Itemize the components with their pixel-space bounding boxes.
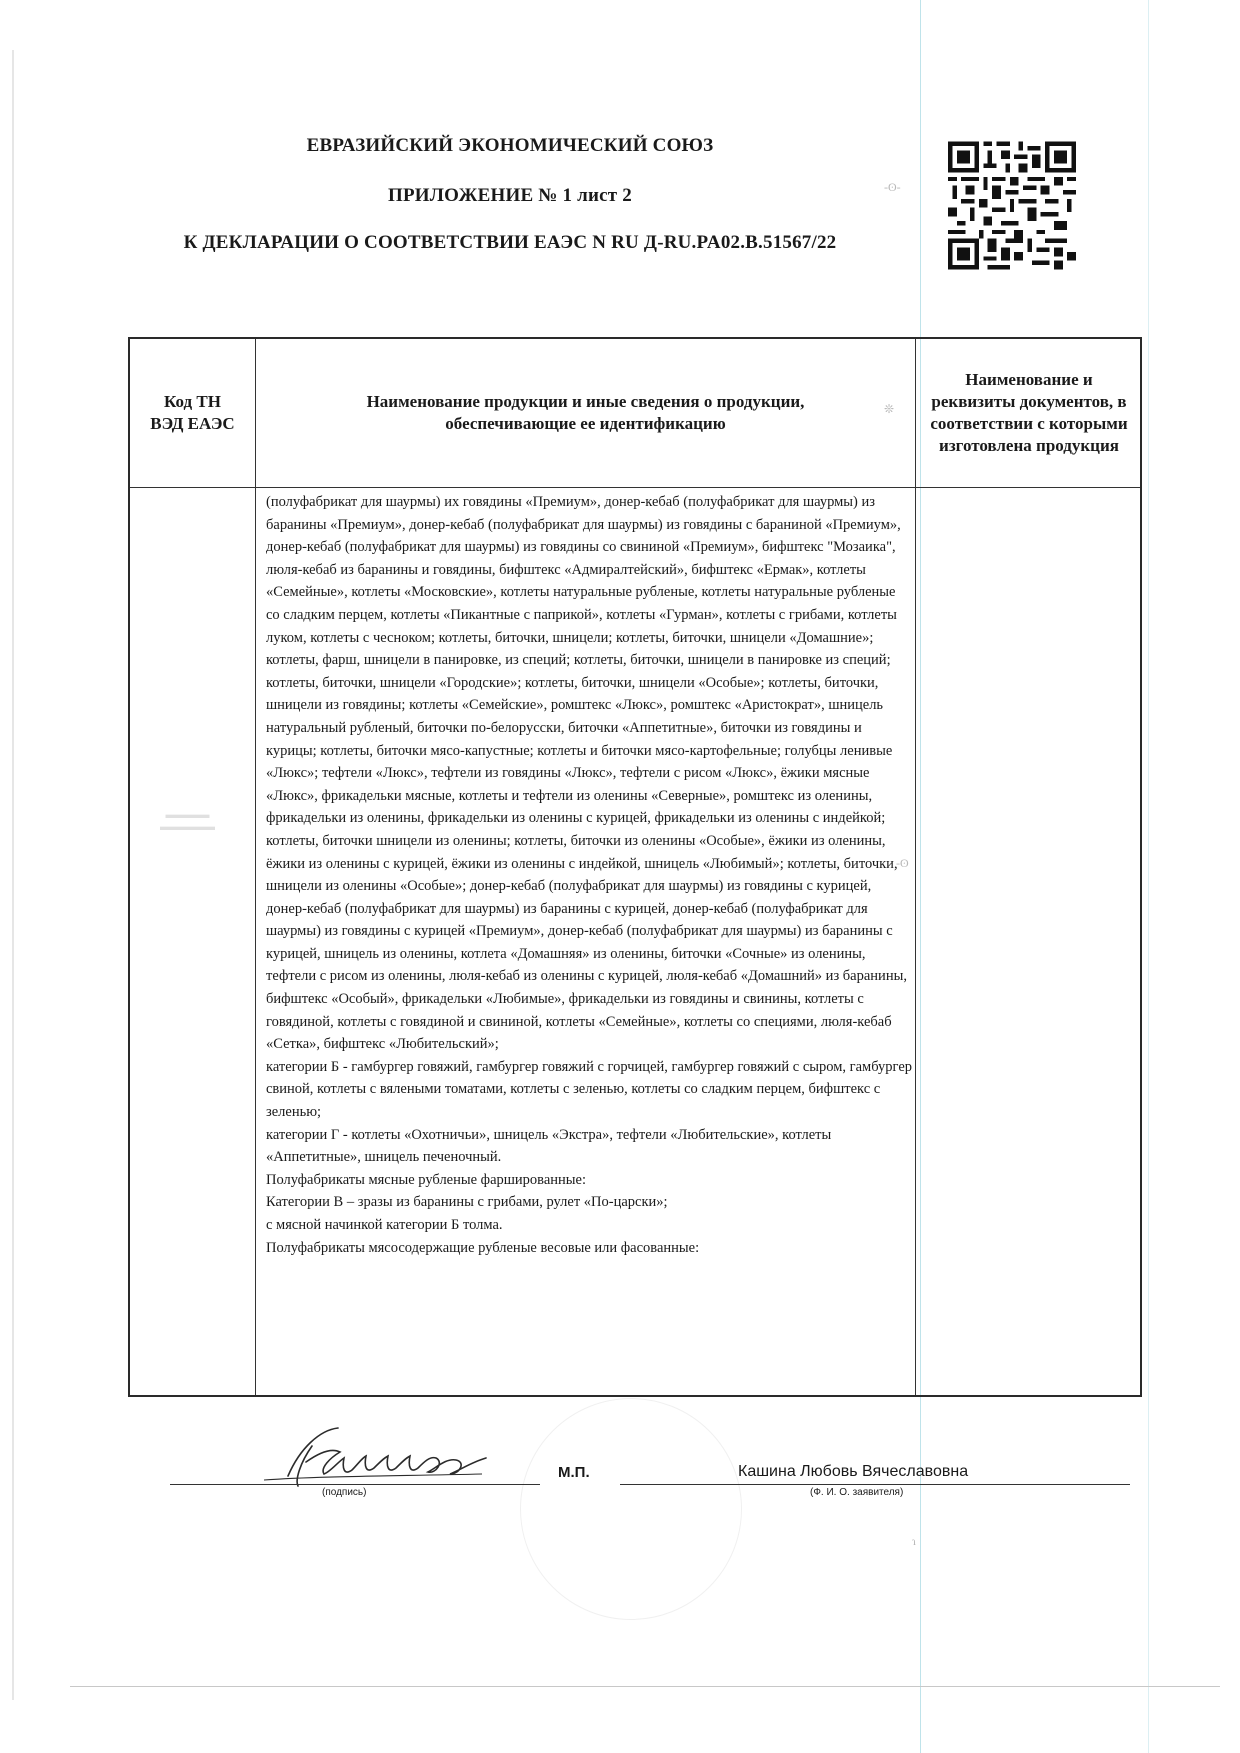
- column-header-docs: [916, 339, 1142, 487]
- column-header-name-text: Наименование продукции и иные сведения о продукции, обеспечивающие ее идентификацию: [366, 392, 805, 433]
- scan-mark: -ʘ-: [884, 180, 901, 194]
- product-description: [266, 491, 912, 1259]
- stamp-label: М.П.: [558, 1464, 590, 1481]
- scan-mark: ɿ: [912, 1534, 916, 1548]
- scan-mark: -ʘ: [896, 856, 909, 870]
- scan-mark: ❊: [884, 402, 895, 416]
- header-divider: [130, 487, 1140, 488]
- union-title: ЕВРАЗИЙСКИЙ ЭКОНОМИЧЕСКИЙ СОЮЗ: [306, 135, 714, 156]
- scan-edge-bottom: [70, 1686, 1220, 1687]
- product-table: [128, 337, 1142, 1397]
- qr-code-icon: [948, 137, 1076, 274]
- handwritten-signature-icon: [260, 1418, 490, 1488]
- document-header: [140, 135, 880, 254]
- declaration-reference: К ДЕКЛАРАЦИИ О СООТВЕТСТВИИ ЕАЭС N RU Д-RU.PA02.B.51567/22: [183, 232, 837, 253]
- faint-code-artifact: ▬▬▬▬ ▬▬▬▬▬: [160, 809, 215, 833]
- signer-caption: (Ф. И. О. заявителя): [810, 1487, 904, 1498]
- scan-edge-left: [12, 50, 14, 1700]
- stamp-area: [520, 1398, 742, 1620]
- signature-caption: (подпись): [322, 1487, 367, 1498]
- signature-block: [170, 1418, 1130, 1538]
- column-header-name: [256, 339, 915, 487]
- column-header-docs-text: Наименование и реквизиты документов, в соответствии с которыми изготовлена продукция: [930, 370, 1128, 455]
- name-line: [620, 1484, 1130, 1485]
- product-paragraph: с мясной начинкой категории Б толма.: [266, 1217, 503, 1233]
- column-divider: [915, 339, 916, 1395]
- appendix-title: ПРИЛОЖЕНИЕ № 1 лист 2: [388, 185, 632, 206]
- product-paragraph: Полуфабрикаты мясосодержащие рубленые весовые или фасованные:: [266, 1239, 700, 1256]
- column-header-code: [130, 339, 255, 487]
- product-paragraph: Категории В – зразы из баранины с грибами, рулет «По-царски»;: [266, 1194, 668, 1211]
- scan-artifact-line: [1148, 0, 1149, 1753]
- column-divider: [255, 339, 256, 1395]
- column-header-code-text: Код ТН ВЭД ЕАЭС: [150, 392, 235, 433]
- product-paragraph: Полуфабрикаты мясные рубленые фаршированные:: [266, 1171, 586, 1188]
- signer-name: Кашина Любовь Вячеславовна: [738, 1463, 969, 1480]
- product-paragraph: категории Г - котлеты «Охотничьи», шницель «Экстра», тефтели «Любительские», котлеты «Аппетитные», шницель печеночный.: [266, 1126, 832, 1166]
- signature-line: [170, 1484, 540, 1485]
- product-paragraph: (полуфабрикат для шаурмы) их говядины «Премиум», донер-кебаб (полуфабрикат для шаурмы) из баранины «Премиум», донер-кебаб (полуфабрикат для шаурмы) из говядины с бараниной «Премиум», донер-кебаб (полуфабрикат для шаурмы) из говядины со свининой «Премиум», бифштекс "Мозаика", люля-кебаб из баранины и говядины, бифштекс «Адмиралтейский», бифштекс «Ермак», котлеты «Семейные», котлеты «Московские», котлеты натуральные рубленые, котлеты натуральные рубленые со сладким перцем, котлеты «Пикантные с паприкой», котлеты «Гурман», котлеты с грибами, котлеты луком, котлеты с чесноком; котлеты, биточки, шницели; котлеты, биточки, шницели «Домашние»; котлеты, фарш, шницели в панировке, из специй; котлеты, биточки, шницели в панировке из специй; котлеты, биточки, шницели «Городские»; котлеты, биточки, шницели «Особые»; котлеты, биточки, шницели из говядины; котлеты «Семейские», ромштекс «Люкс», ромштекс «Аристократ», шницель натуральный рубленый, биточки по-белорусски, биточки «Аппетитные», биточки из говядины и курицы; котлеты, биточки мясо-капустные; котлеты и биточки мясо-картофельные; голубцы ленивые «Люкс»; тефтели «Люкс», тефтели из говядины «Люкс», тефтели с рисом «Люкс», ёжики мясные «Люкс», фрикадельки мясные, котлеты и тефтели из оленины «Северные», ромштекс из оленины, фрикадельки из оленины, фрикадельки из оленины с курицей, фрикадельки из оленины с индейкой; котлеты, биточки шницели из оленины; котлеты, биточки из оленины «Особые», ёжики из оленины, ёжики из оленины с курицей, ёжики из оленины с индейкой, шницель «Любимый»; котлеты, биточки, шницели из оленины «Особые»; донер-кебаб (полуфабрикат для шаурмы) из говядины с курицей, донер-кебаб (полуфабрикат для шаурмы) из баранины с курицей, донер-кебаб (полуфабрикат для шаурмы) из говядины с курицей «Премиум», донер-кебаб (полуфабрикат для шаурмы) из баранины с курицей, шницель из оленины, котлета «Домашняя» из оленины, биточки «Сочные» из оленины, тефтели с рисом из оленины, люля-кебаб из оленины с курицей, люля-кебаб «Домашний» из баранины, бифштекс «Особый», фрикадельки «Любимые», фрикадельки из говядины и свинины, котлеты с говядиной, котлеты с говядиной и свининой, котлеты «Семейные», котлеты со специями, люля-кебаб «Сетка», бифштекс «Любительский»;: [266, 494, 907, 1053]
- product-paragraph: категории Б - гамбургер говяжий, гамбургер говяжий с горчицей, гамбургер говяжий с сыром, гамбургер свиной, котлеты с вялеными томатами, котлеты с зеленью, котлеты со сладким перцем, бифштекс с зеленью;: [266, 1058, 913, 1121]
